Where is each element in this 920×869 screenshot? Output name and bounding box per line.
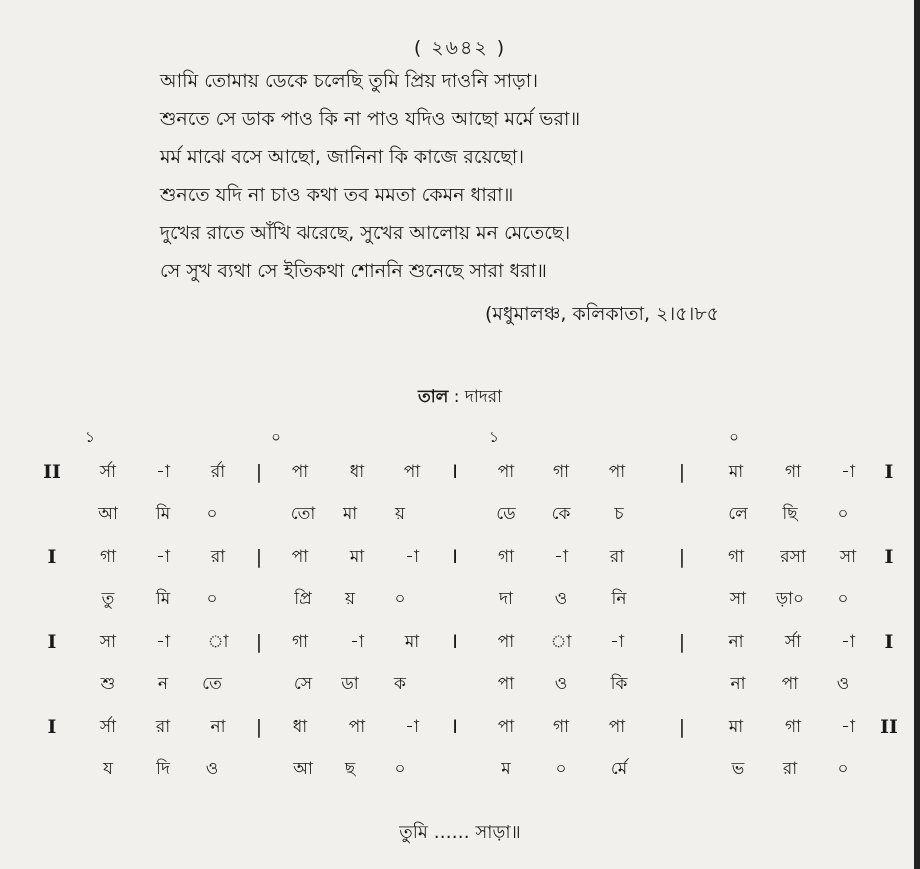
swara-note: -া (156, 462, 170, 482)
lyric-syllable: র্মে (610, 759, 628, 779)
bar-line: | (255, 716, 263, 738)
swara-note: গা (497, 547, 515, 567)
bar-line: I (452, 631, 458, 653)
swara-note: র্রা (210, 462, 226, 482)
lyric-line-1: আমি তোমায় ডেকে চলেছি তুমি প্রিয় দাওনি সাড়া। (160, 70, 538, 92)
lyric-line-2: শুনতে সে ডাক পাও কি না পাও যদিও আছো মর্মে ভরা॥ (160, 108, 581, 130)
beat-marker: ১ (489, 428, 499, 446)
bar-line: | (678, 461, 686, 483)
opening-bar: II (43, 461, 61, 483)
swara-note: রা (609, 547, 625, 567)
notation-lyric-row (0, 584, 920, 614)
swara-note: -া (610, 632, 624, 652)
lyric-syllable: শু (100, 674, 116, 694)
lyric-syllable: সা (729, 589, 747, 609)
notation-note-row (0, 627, 920, 657)
lyric-syllable: নি (611, 589, 627, 609)
swara-note: পা (608, 462, 626, 482)
bar-line: I (452, 546, 458, 568)
lyric-syllable: আ (98, 504, 118, 524)
lyric-syllable: য (103, 759, 113, 779)
lyric-syllable: তে (202, 674, 222, 694)
lyric-syllable: ন (157, 674, 169, 694)
lyric-syllable: দি (156, 759, 170, 779)
lyric-syllable: য় (394, 504, 405, 524)
swara-note: রা (210, 547, 226, 567)
lyric-syllable: ও (836, 674, 850, 694)
swara-note: পা (497, 462, 515, 482)
lyric-syllable: চ (614, 504, 624, 524)
swara-note: রা (155, 717, 171, 737)
lyric-syllable: য় (344, 589, 355, 609)
lyric-syllable: প্রি (294, 589, 312, 609)
swara-note: গা (99, 547, 117, 567)
lyric-syllable: ০ (555, 759, 567, 779)
swara-note: পা (348, 717, 366, 737)
closing-bar: I (884, 461, 894, 483)
swara-note: পা (291, 547, 309, 567)
lyric-syllable: কে (551, 504, 571, 524)
bar-line: | (678, 716, 686, 738)
swara-note: -া (350, 632, 364, 652)
opening-bar: I (47, 716, 57, 738)
lyric-syllable: পা (781, 674, 799, 694)
lyric-syllable: ০ (394, 759, 406, 779)
swara-note: ধা (292, 717, 308, 737)
bar-line: | (678, 631, 686, 653)
lyric-syllable: ও (554, 589, 568, 609)
lyric-syllable: ও (205, 759, 219, 779)
beat-marker: ০ (729, 428, 739, 446)
lyric-syllable: মা (342, 504, 358, 524)
lyric-syllable: ড়া০ (775, 589, 805, 609)
swara-note: -া (841, 717, 855, 737)
lyric-syllable: ০ (837, 759, 849, 779)
bar-line: | (255, 461, 263, 483)
opening-bar: I (47, 546, 57, 568)
notation-lyric-row (0, 754, 920, 784)
swara-note: মা (349, 547, 365, 567)
lyric-syllable: পা (497, 674, 515, 694)
closing-bar: II (880, 716, 898, 738)
bar-line: | (255, 546, 263, 568)
swara-note: ধা (349, 462, 365, 482)
closing-bar: I (884, 546, 894, 568)
lyric-syllable: রা (782, 759, 798, 779)
lyric-syllable: ম (501, 759, 511, 779)
bar-line: I (452, 716, 458, 738)
swara-note: পা (608, 717, 626, 737)
swara-note: -া (841, 632, 855, 652)
swara-note: সা (839, 547, 857, 567)
lyric-syllable: ০ (837, 504, 849, 524)
lyric-line-3: মর্ম মাঝে বসে আছো, জানিনা কি কাজে রয়েছো। (160, 146, 525, 168)
song-number: ( ২৬৪২ ) (413, 37, 507, 59)
swara-note: র্সা (99, 462, 117, 482)
lyric-line-6: সে সুখ ব্যথা সে ইতিকথা শোননি শুনেছে সারা ধরা॥ (160, 260, 547, 282)
lyric-syllable: তো (290, 504, 316, 524)
swara-note: মা (728, 717, 744, 737)
notation-note-row (0, 542, 920, 572)
lyric-syllable: ০ (837, 589, 849, 609)
swara-note: র্সা (784, 632, 802, 652)
source-citation: (মধুমালঞ্চ, কলিকাতা, ২।৫।৮৫ (485, 303, 719, 325)
notation-note-row (0, 457, 920, 487)
notation-lyric-row (0, 669, 920, 699)
opening-bar: I (47, 631, 57, 653)
lyric-syllable: না (730, 674, 746, 694)
swara-note: রসা (780, 547, 806, 567)
swara-note: -া (405, 717, 419, 737)
swara-note: গা (784, 462, 802, 482)
lyric-syllable: ডা (341, 674, 359, 694)
swara-note: সা (99, 632, 117, 652)
swara-note: -া (405, 547, 419, 567)
swara-note: র্সা (99, 717, 117, 737)
bar-line: | (255, 631, 263, 653)
lyric-line-4: শুনতে যদি না চাও কথা তব মমতা কেমন ধারা॥ (160, 184, 514, 206)
swara-note: পা (497, 717, 515, 737)
swara-note: -া (841, 462, 855, 482)
swara-note: গা (291, 632, 309, 652)
closing-line: তুমি …… সাড়া॥ (399, 822, 521, 843)
lyric-syllable: মি (155, 504, 171, 524)
lyric-syllable: কি (610, 674, 628, 694)
lyric-syllable: মি (155, 589, 171, 609)
lyric-syllable: ০ (394, 589, 406, 609)
swara-note: া (550, 632, 572, 652)
swara-note: গা (784, 717, 802, 737)
lyric-syllable: ডে (496, 504, 516, 524)
lyric-syllable: ০ (206, 589, 218, 609)
closing-bar: I (884, 631, 894, 653)
swara-note: মা (404, 632, 420, 652)
lyric-syllable: সে (293, 674, 313, 694)
lyric-line-5: দুখের রাতে আঁখি ঝরেছে, সুখের আলোয় মন মেতেছে। (160, 222, 571, 244)
lyric-syllable: ক (394, 674, 406, 694)
lyric-syllable: তু (101, 589, 115, 609)
tala-name: দাদরা (464, 387, 502, 407)
swara-note: পা (497, 632, 515, 652)
tala-separator: : (448, 387, 465, 407)
bar-line: I (452, 461, 458, 483)
swara-note: গা (552, 717, 570, 737)
beat-marker: ০ (271, 428, 281, 446)
notation-lyric-row (0, 499, 920, 529)
lyric-syllable: ছ (344, 759, 356, 779)
bar-line: | (678, 546, 686, 568)
swara-note: না (210, 717, 226, 737)
swara-note: -া (554, 547, 568, 567)
beat-marker-row (0, 422, 920, 452)
swara-note: গা (552, 462, 570, 482)
lyric-syllable: ছি (782, 504, 798, 524)
swara-note: -া (156, 632, 170, 652)
lyrics-block (160, 66, 880, 294)
tala-line (0, 384, 920, 412)
lyric-syllable: আ (293, 759, 313, 779)
swara-note: না (728, 632, 744, 652)
swara-note: গা (727, 547, 745, 567)
tala-label: তাল (418, 387, 449, 407)
lyric-syllable: ও (554, 674, 568, 694)
lyric-syllable: লে (728, 504, 748, 524)
notation-note-row (0, 712, 920, 742)
lyric-syllable: ভ (731, 759, 745, 779)
lyric-syllable: দা (499, 589, 513, 609)
lyric-syllable: ০ (206, 504, 218, 524)
swara-note: পা (403, 462, 421, 482)
swara-note: া (207, 632, 229, 652)
swara-note: মা (728, 462, 744, 482)
swara-note: পা (291, 462, 309, 482)
swara-note: -া (156, 547, 170, 567)
beat-marker: ১ (85, 428, 95, 446)
